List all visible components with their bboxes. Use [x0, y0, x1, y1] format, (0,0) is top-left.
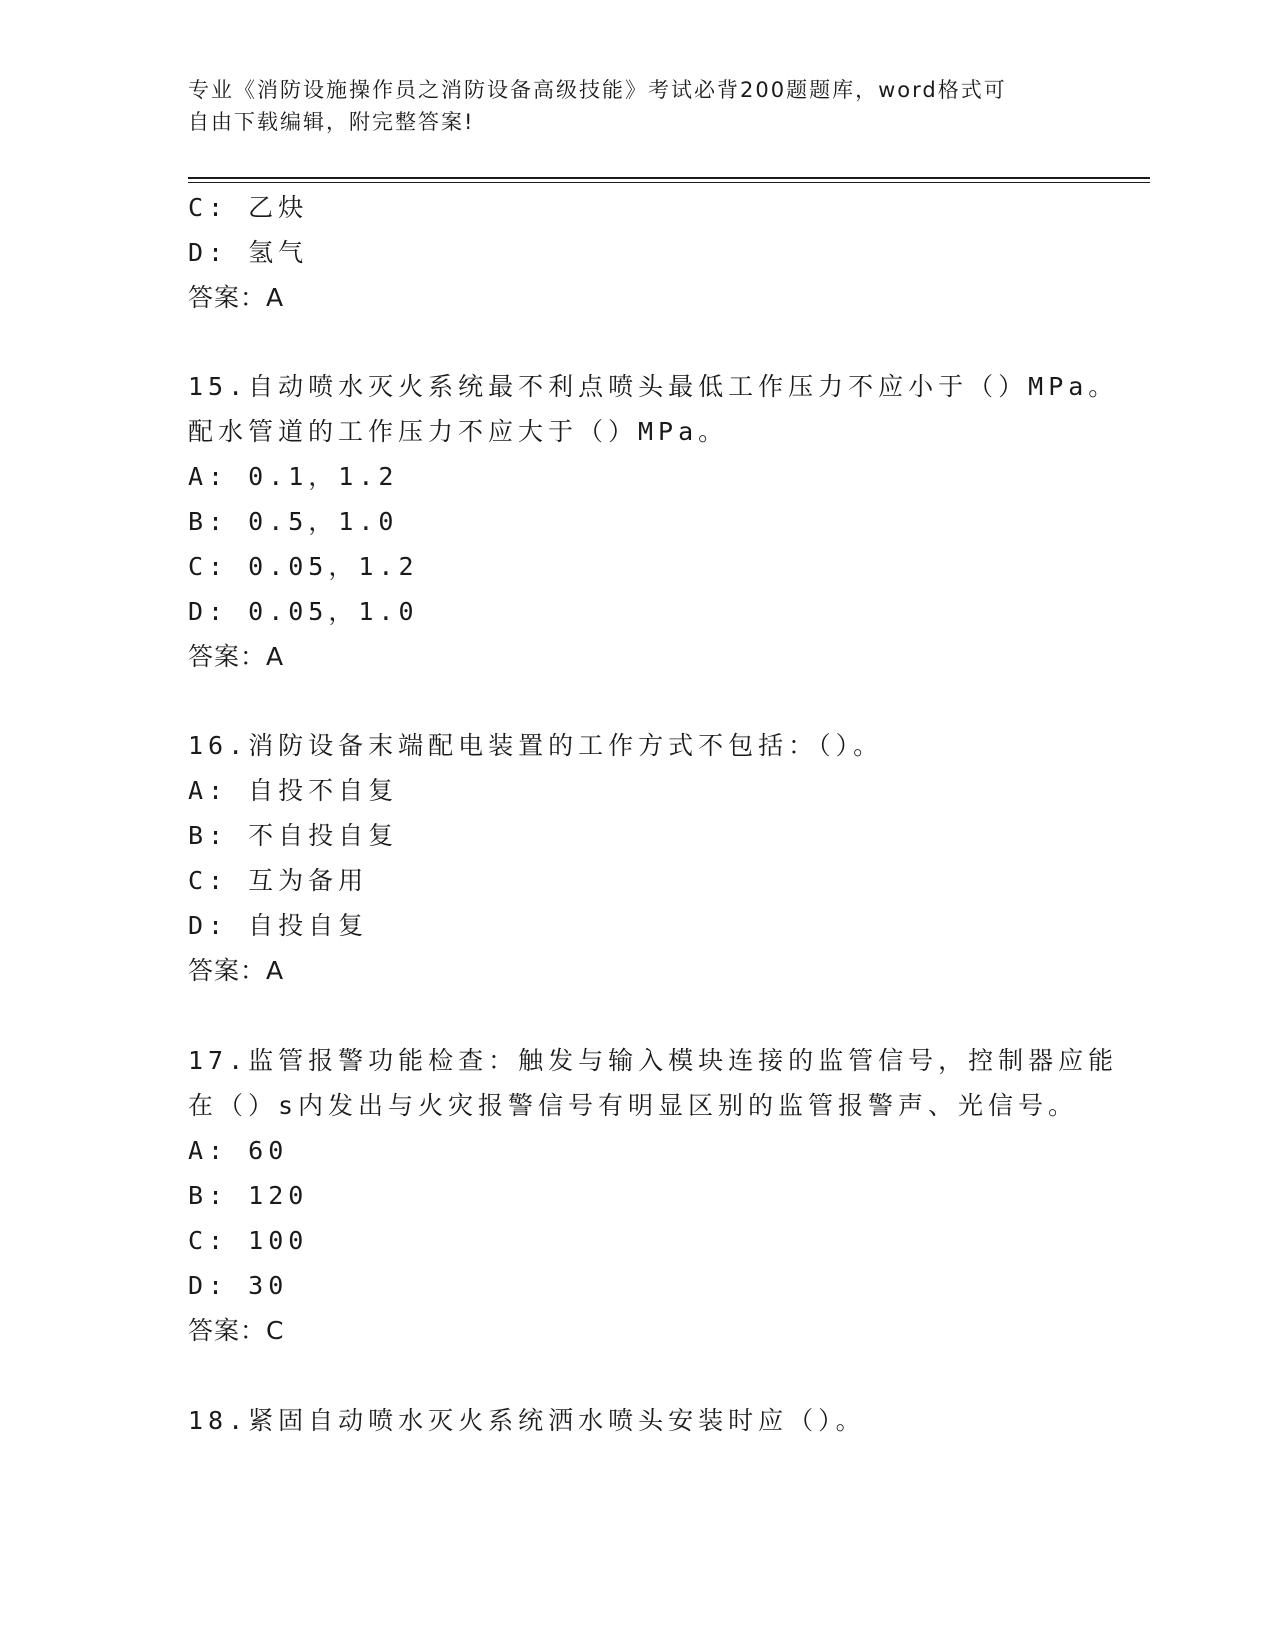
q15-option-d: D: 0.05，1.0: [188, 597, 419, 626]
header-line-1: 专业《消防设施操作员之消防设备高级技能》考试必背200题题库，word格式可: [188, 78, 1007, 102]
q15-stem-line-2: 配水管道的工作压力不应大于（）MPa。: [188, 417, 729, 446]
header-line-2: 自由下载编辑，附完整答案!: [188, 110, 475, 134]
q17-answer: 答案：C: [188, 1316, 285, 1345]
q16-option-a: A: 自投不自复: [188, 776, 399, 805]
q16-answer: 答案：A: [188, 956, 285, 985]
q14-answer: 答案：A: [188, 283, 285, 312]
q15-stem-line-1: 15.自动喷水灭火系统最不利点喷头最低工作压力不应小于（）MPa。: [188, 372, 1119, 401]
q17-option-a: A: 60: [188, 1136, 289, 1165]
header-rule-thin: [188, 182, 1150, 183]
q16-option-c: C: 互为备用: [188, 866, 369, 895]
q15-option-c: C: 0.05，1.2: [188, 552, 419, 581]
q18-stem-line-1: 18.紧固自动喷水灭火系统洒水喷头安装时应（）。: [188, 1406, 866, 1435]
q17-stem-line-1: 17.监管报警功能检查：触发与输入模块连接的监管信号，控制器应能: [188, 1046, 1119, 1075]
q17-option-d: D: 30: [188, 1271, 289, 1300]
q14-option-c: C: 乙炔: [188, 193, 309, 222]
q15-option-a: A: 0.1，1.2: [188, 462, 399, 491]
q17-stem-line-2: 在（）s内发出与火灾报警信号有明显区别的监管报警声、光信号。: [188, 1091, 1079, 1120]
q17-option-c: C: 100: [188, 1226, 309, 1255]
q15-option-b: B: 0.5，1.0: [188, 507, 399, 536]
q17-option-b: B: 120: [188, 1181, 309, 1210]
q16-option-d: D: 自投自复: [188, 911, 369, 940]
q14-option-d: D: 氢气: [188, 238, 309, 267]
q16-stem-line-1: 16.消防设备末端配电装置的工作方式不包括：（）。: [188, 731, 884, 760]
header-rule-thick: [188, 177, 1150, 179]
document-header: [188, 74, 1068, 138]
q16-option-b: B: 不自投自复: [188, 821, 399, 850]
q15-answer: 答案：A: [188, 642, 285, 671]
